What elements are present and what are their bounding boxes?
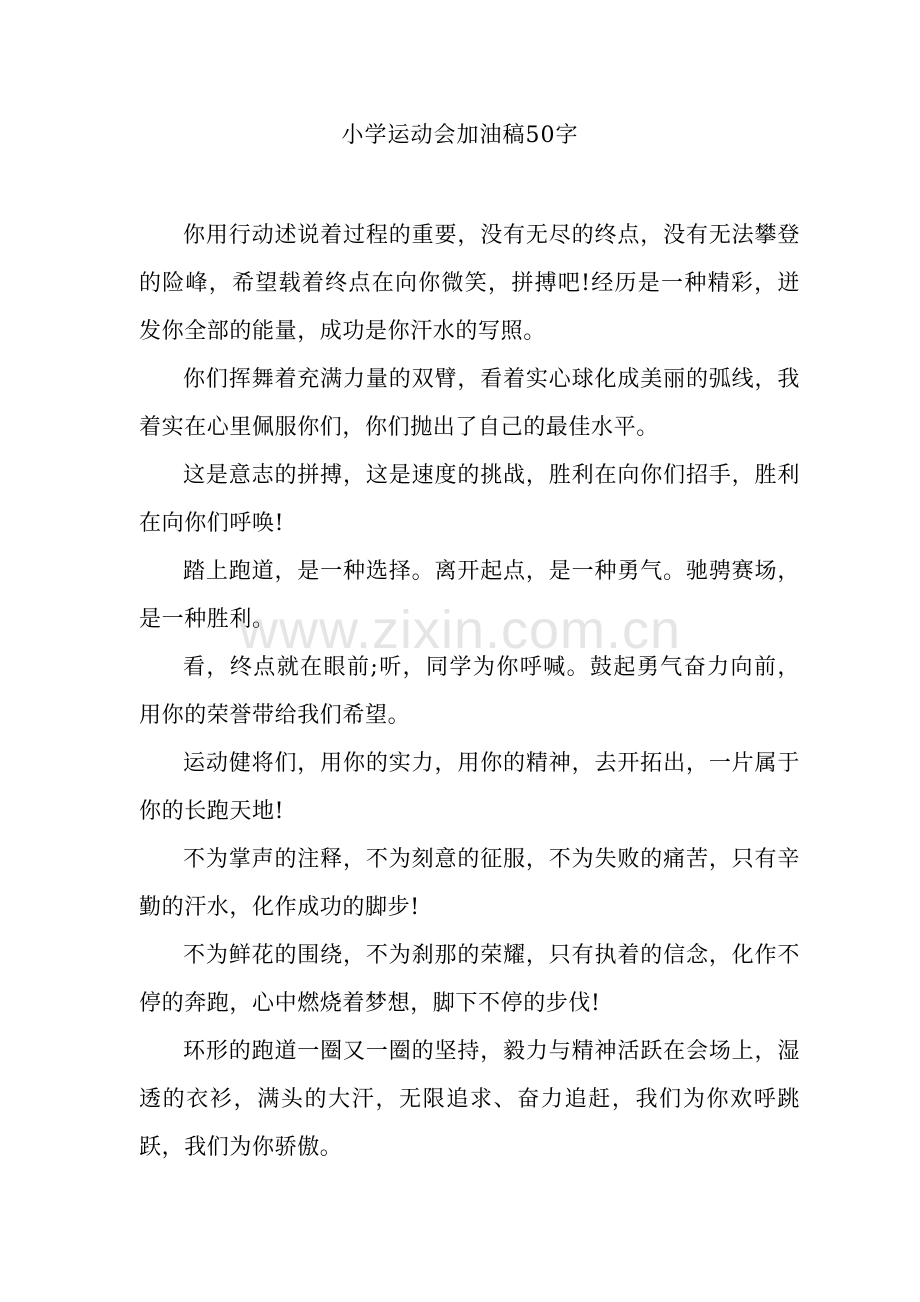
document-body — [139, 212, 800, 1172]
paragraph: 这是意志的拼搏，这是速度的挑战，胜利在向你们招手，胜利在向你们呼唤! — [139, 463, 800, 536]
paragraph: 你们挥舞着充满力量的双臂，看着实心球化成美丽的弧线，我着实在心里佩服你们，你们抛出了自己的最佳水平。 — [139, 367, 800, 440]
paragraph: 不为掌声的注释，不为刻意的征服，不为失败的痛苦，只有辛勤的汗水，化作成功的脚步! — [139, 847, 800, 920]
paragraph: 环形的跑道一圈又一圈的坚持，毅力与精神活跃在会场上，湿透的衣衫，满头的大汗，无限追求、奋力追赶，我们为你欢呼跳跃，我们为你骄傲。 — [139, 1039, 800, 1160]
paragraph: 不为鲜花的围绕，不为刹那的荣耀，只有执着的信念，化作不停的奔跑，心中燃烧着梦想，脚下不停的步伐! — [139, 943, 800, 1016]
watermark: www.zixin.com.cn — [238, 600, 682, 660]
paragraph: 踏上跑道，是一种选择。离开起点，是一种勇气。驰骋赛场，是一种胜利。 — [139, 559, 800, 632]
document-title: 小学运动会加油稿50字 — [341, 123, 579, 148]
paragraph: 你用行动述说着过程的重要，没有无尽的终点，没有无法攀登的险峰，希望载着终点在向你微笑，拼搏吧!经历是一种精彩，迸发你全部的能量，成功是你汗水的写照。 — [139, 223, 800, 344]
paragraph: 运动健将们，用你的实力，用你的精神，去开拓出，一片属于你的长跑天地! — [139, 751, 800, 824]
paragraph: 看，终点就在眼前;听，同学为你呼喊。鼓起勇气奋力向前，用你的荣誉带给我们希望。 — [139, 655, 800, 728]
